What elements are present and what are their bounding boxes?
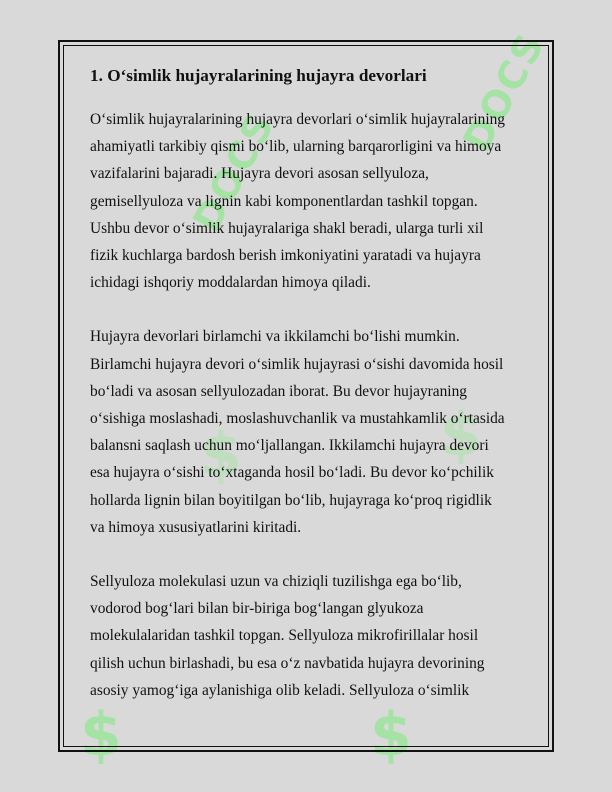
text-line: vodorod bog‘lari bilan bir-biriga bog‘langan glyukoza <box>90 600 424 618</box>
watermark-logo-mid-right: $ <box>440 400 482 470</box>
text-line: Ushbu devor o‘simlik hujayralariga shakl beradi, ularga turli xil <box>90 219 484 237</box>
text-line: gemisellyuloza va lignin kabi komponentlardan tashkil topgan. <box>90 192 478 210</box>
text-line: Sellyuloza molekulasi uzun va chiziqli tuzilishga ega bo‘lib, <box>90 573 462 591</box>
paragraph-2 <box>90 323 530 541</box>
text-line: O‘simlik hujayralarining hujayra devorlari o‘simlik hujayralarining <box>90 111 506 128</box>
watermark-logo-bottom-left: $ <box>80 700 122 770</box>
section-heading: 1. O‘simlik hujayralarining hujayra devorlari <box>90 66 427 85</box>
text-line: esa hujayra o‘sishi to‘xtaganda hosil bo‘ladi. Bu devor ko‘pchilik <box>90 464 494 482</box>
text-line: ichidagi ishqoriy moddalardan himoya qiladi. <box>90 274 371 292</box>
text-line: vazifalarini bajaradi. Hujayra devori asosan sellyuloza, <box>90 165 429 183</box>
text-line: molekulalaridan tashkil topgan. Sellyuloza mikrofirillalar hosil <box>90 627 479 645</box>
text-line: o‘sishiga moslashadi, moslashuvchanlik va mustahkamlik o‘rtasida <box>90 410 505 428</box>
paragraph-1 <box>90 106 530 296</box>
watermark-logo-bottom-mid: $ <box>370 700 412 770</box>
text-line: va himoya xususiyatlarini kiritadi. <box>90 518 302 536</box>
text-line: asosiy yamog‘iga aylanishiga olib keladi. Sellyuloza o‘simlik <box>90 681 470 699</box>
text-line: Birlamchi hujayra devori o‘simlik hujayrasi o‘sishi davomida hosil <box>90 355 504 373</box>
watermark-right: DOCS <box>454 25 554 159</box>
text-line: ahamiyatli tarkibiy qismi bo‘lib, ularning barqarorligini va himoya <box>90 138 502 156</box>
document-body <box>90 66 530 731</box>
text-line: hollarda lignin bilan boyitilgan bo‘lib, hujayraga ko‘proq rigidlik <box>90 491 492 509</box>
text-line: Hujayra devorlari birlamchi va ikkilamchi bo‘lishi mumkin. <box>90 328 460 346</box>
watermark-logo-mid-left: $ <box>200 420 242 490</box>
watermark-left: DOCS <box>184 105 284 239</box>
text-line: fizik kuchlarga bardosh berish imkoniyatini yaratadi va hujayra <box>90 247 481 265</box>
text-line: qilish uchun birlashadi, bu esa o‘z navbatida hujayra devorining <box>90 654 485 672</box>
text-line: balansni saqlash uchun mo‘ljallangan. Ikkilamchi hujayra devori <box>90 437 489 455</box>
text-line: bo‘ladi va asosan sellyulozadan iborat. Bu devor hujayraning <box>90 382 467 400</box>
paragraph-3 <box>90 568 530 704</box>
